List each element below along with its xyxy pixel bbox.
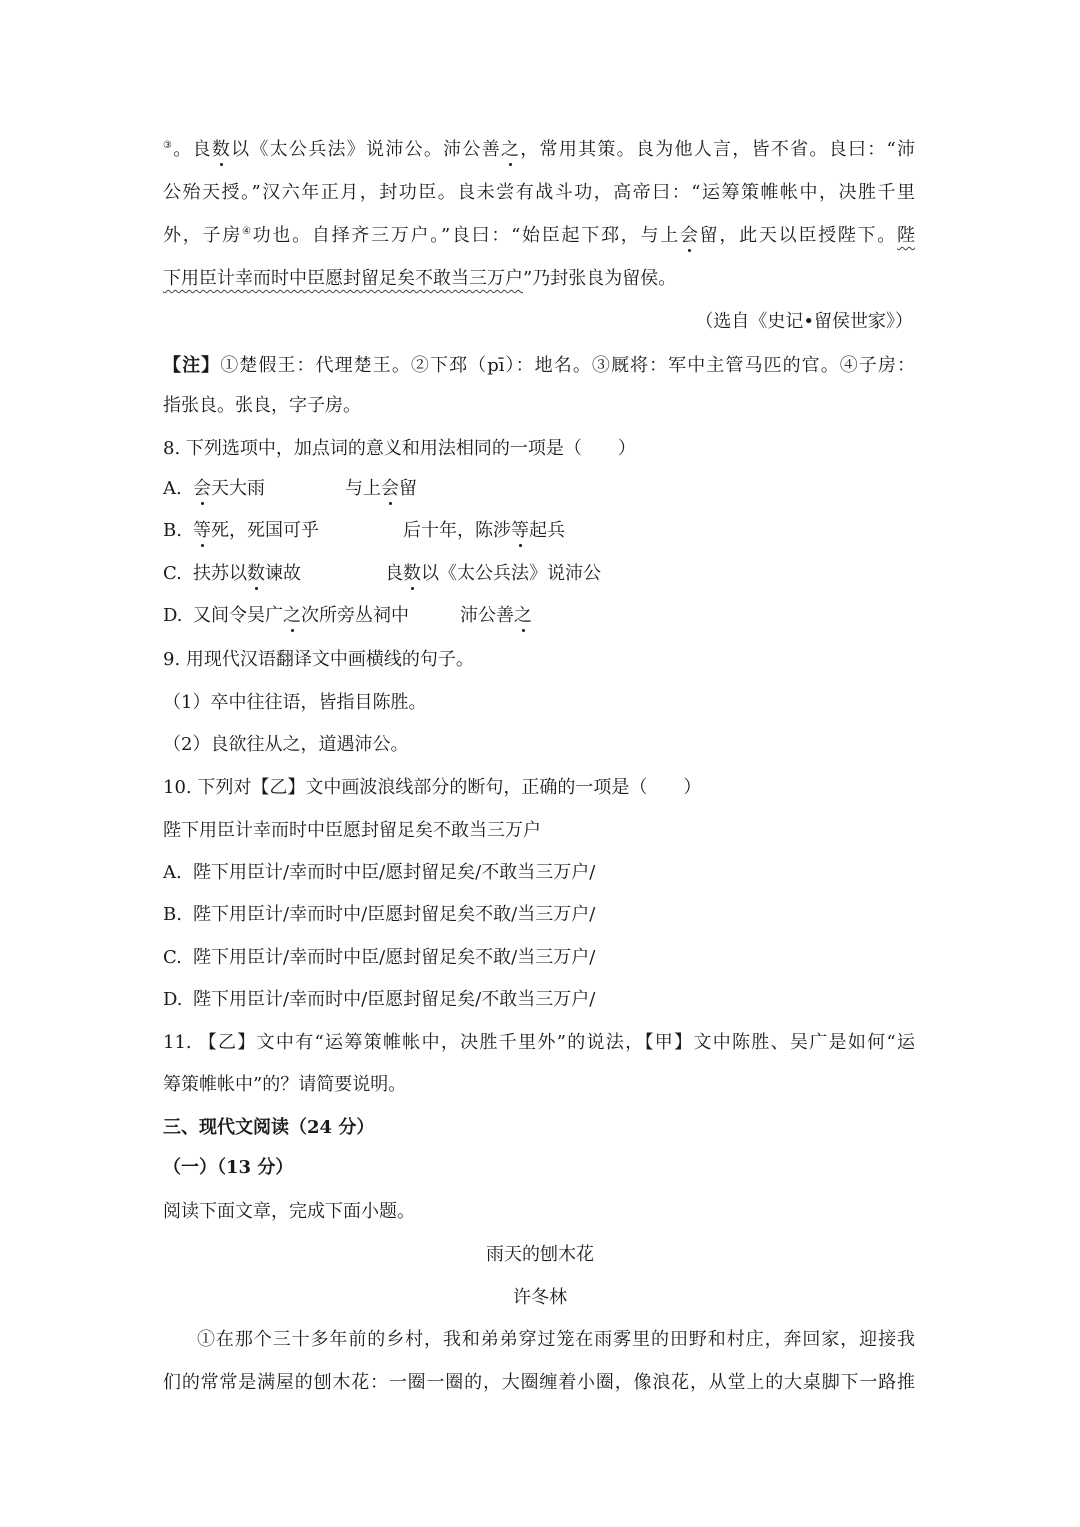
passage-line-2: 公殆天授。”汉六年正月，封功臣。良未尝有战斗功，高帝曰：“运筹策帷帐中，决胜千里 (163, 182, 915, 203)
question-8-option-d: D. 又间令吴广之次所旁丛祠中 沛公善之 (163, 605, 532, 626)
question-10-option-d: D. 陛下用臣计/幸而时中/臣愿封留足矣/不敢当三万户/ (163, 989, 596, 1010)
wavy-underlined-text: 下用臣计幸而时中臣愿封留足矣不敢当三万户 (163, 268, 523, 289)
reading-instruction: 阅读下面文章，完成下面小题。 (163, 1201, 415, 1222)
notes-line-2: 指张良。张良，字子房。 (163, 395, 361, 416)
emphasized-char: 之 (514, 605, 532, 626)
option-label: A. (163, 478, 182, 499)
option-label: B. (163, 904, 182, 925)
option-right-text: 后十年，陈涉等起兵 (403, 520, 565, 541)
question-8-stem: 8. 下列选项中，加点词的意义和用法相同的一项是（ ） (163, 438, 636, 459)
subsection-heading: （一）（13 分） (163, 1157, 294, 1178)
footnote-marker: ④ (241, 226, 253, 237)
emphasized-char: 等 (511, 520, 529, 541)
article-paragraph-line-1: ①在那个三十多年前的乡村，我和弟弟穿过笼在雨雾里的田野和村庄，奔回家，迎接我 (197, 1329, 915, 1350)
section-heading: 三、现代文阅读（24 分） (163, 1117, 375, 1138)
emphasized-char: 数 (403, 563, 421, 584)
article-author: 许冬林 (513, 1287, 567, 1308)
article-title: 雨天的刨木花 (486, 1244, 594, 1265)
question-11-line-2: 筹策帷帐中”的？请简要说明。 (163, 1074, 407, 1095)
option-label: B. (163, 520, 182, 541)
notes-label: 【注】 (163, 355, 221, 376)
option-right-text: 沛公善之 (460, 605, 532, 626)
passage-source: （选自《史记•留侯世家》） (695, 311, 913, 332)
emphasized-char: 数 (211, 139, 232, 160)
option-right-text: 与上会留 (345, 478, 417, 499)
emphasized-char: 之 (283, 605, 301, 626)
footnote-marker: ③ (163, 140, 174, 151)
notes-line-1: 【注】①楚假王：代理楚王。②下邳（pī）：地名。③厩将：军中主管马匹的官。④子房： (163, 355, 916, 376)
question-8-option-a: A. 会天大雨 与上会留 (163, 478, 417, 499)
question-8-option-c: C. 扶苏以数谏故 良数以《太公兵法》说沛公 (163, 563, 601, 584)
question-9-item-2: （2）良欲往从之，道遇沛公。 (163, 734, 409, 755)
question-10-stem: 10. 下列对【乙】文中画波浪线部分的断句，正确的一项是（ ） (163, 777, 702, 798)
passage-line-1: ③。良数以《太公兵法》说沛公。沛公善之，常用其策。良为他人言，皆不省。良曰：“沛 (163, 139, 916, 160)
article-paragraph-line-2: 们的常常是满屋的刨木花：一圈一圈的，大圈缠着小圈，像浪花，从堂上的大桌脚下一路推 (163, 1372, 915, 1393)
wavy-underlined-text: 陛 (897, 225, 916, 246)
question-10-sentence: 陛下用臣计幸而时中臣愿封留足矣不敢当三万户 (163, 820, 541, 841)
option-label: C. (163, 947, 182, 968)
option-right-text: 良数以《太公兵法》说沛公 (385, 563, 601, 584)
option-label: D. (163, 605, 183, 626)
option-label: C. (163, 563, 182, 584)
question-10-option-a: A. 陛下用臣计/幸而时中臣/愿封留足矣/不敢当三万户/ (163, 862, 596, 883)
passage-line-3: 外，子房④功也。自择齐三万户。”良曰：“始臣起下邳，与上会留，此天以臣授陛下。陛 (163, 225, 916, 246)
option-label: D. (163, 989, 183, 1010)
question-10-option-b: B. 陛下用臣计/幸而时中/臣愿封留足矣不敢/当三万户/ (163, 904, 596, 925)
question-8-option-b: B. 等死，死国可乎 后十年，陈涉等起兵 (163, 520, 565, 541)
question-11-line-1: 11. 【乙】文中有“运筹策帷帐中，决胜千里外”的说法，【甲】文中陈胜、吴广是如何“运 (163, 1032, 915, 1053)
passage-line-4: 下用臣计幸而时中臣愿封留足矣不敢当三万户”乃封张良为留侯。 (163, 268, 677, 289)
question-9-item-1: （1）卒中往往语，皆指目陈胜。 (163, 692, 427, 713)
emphasized-char: 会 (679, 225, 700, 246)
emphasized-char: 会 (193, 478, 211, 499)
emphasized-char: 数 (247, 563, 265, 584)
question-9-stem: 9. 用现代汉语翻译文中画横线的句子。 (163, 649, 474, 670)
emphasized-char: 等 (193, 520, 211, 541)
option-label: A. (163, 862, 182, 883)
emphasized-char: 会 (381, 478, 399, 499)
question-10-option-c: C. 陛下用臣计/幸而时中臣/愿封留足矣不敢/当三万户/ (163, 947, 596, 968)
emphasized-char: 之 (500, 139, 521, 160)
